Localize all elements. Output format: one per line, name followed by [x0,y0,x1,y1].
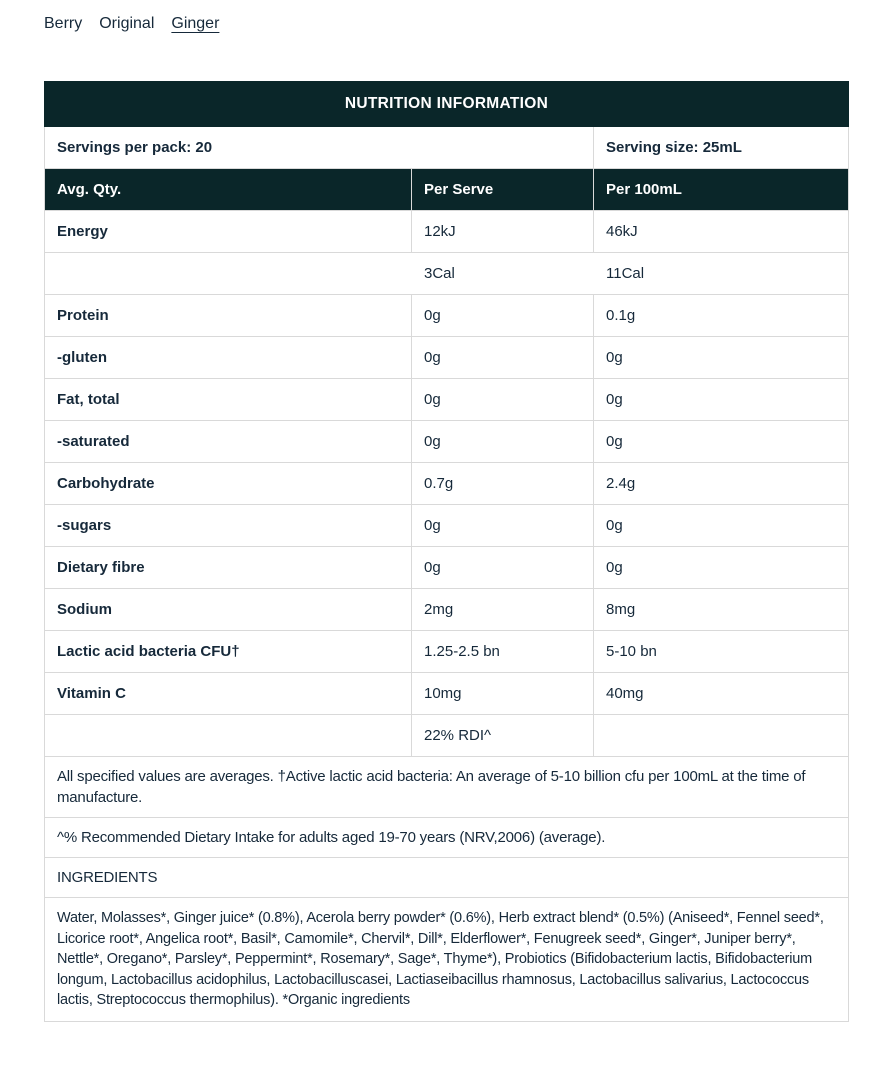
row-per-serve: 0g [411,379,593,420]
row-per-serve: 3Cal [424,265,455,282]
flavor-tabs [44,15,219,33]
row-per-100ml: 0g [593,379,848,420]
row-label: Sodium [57,601,112,618]
row-per-100ml: 0.1g [593,295,848,336]
row-per-serve: 0.7g [411,463,593,504]
row-per-serve: 12kJ [411,211,593,252]
table-row-dietary-fibre [45,547,848,589]
row-per-100ml: 2.4g [593,463,848,504]
row-per-serve: 10mg [411,673,593,714]
table-row-lactic-acid-bacteria [45,631,848,673]
row-label: -saturated [57,433,130,450]
row-per-100ml: 46kJ [593,211,848,252]
ingredients-text: Water, Molasses*, Ginger juice* (0.8%), Acerola berry powder* (0.6%), Herb extract blend* (0.5%) (Aniseed*, Fennel seed*, Licorice root*, Angelica root*, Basil*, Camomile*, Chervil*, Dill*, Elderflower*, Fenugreek seed*, Ginger*, Juniper berry*, Nettle*, Oregano*, Parsley*, Peppermint*, Rosemary*, Sage*, Thyme*), Probiotics (Bifidobacterium lactis, Bifidobacterium longum, Lactobacillus acidophilus, Lactobacilluscasei, Lactiaseibacillus rhamnosus, Lactobacillus salivarius, Lactococcus lactis, Streptococcus thermophilus). *Organic ingredients [57,910,824,1008]
tab-original[interactable]: Original [99,15,155,32]
row-per-100ml: 40mg [593,673,848,714]
serving-size: Serving size: 25mL [593,127,848,168]
row-per-100ml: 0g [593,421,848,462]
col-header-per-serve: Per Serve [411,169,593,210]
table-row-saturated [45,421,848,463]
row-per-serve: 22% RDI^ [411,715,593,756]
table-row-sugars [45,505,848,547]
row-label: Vitamin C [57,685,126,702]
row-label: Protein [57,307,109,324]
row-label: Energy [57,223,108,240]
column-header-row [45,169,848,211]
row-label: Dietary fibre [57,559,145,576]
col-header-avg-qty: Avg. Qty. [57,181,122,198]
row-per-100ml: 5-10 bn [593,631,848,672]
row-per-100ml [593,715,848,756]
servings-per-pack: Servings per pack: 20 [57,139,213,156]
row-label: Carbohydrate [57,475,155,492]
table-row-fat-total [45,379,848,421]
row-per-serve: 0g [411,295,593,336]
row-per-serve: 2mg [411,589,593,630]
table-row-sodium [45,589,848,631]
table-title: NUTRITION INFORMATION [44,81,849,127]
table-row-carbohydrate [45,463,848,505]
note-rdi: ^% Recommended Dietary Intake for adults aged 19-70 years (NRV,2006) (average). [45,818,848,858]
row-per-100ml: 8mg [593,589,848,630]
row-per-100ml: 0g [593,337,848,378]
row-label: -sugars [57,517,112,534]
ingredients-heading: INGREDIENTS [45,858,848,898]
row-per-100ml: 0g [593,547,848,588]
row-per-serve: 0g [411,421,593,462]
row-label: Lactic acid bacteria CFU† [57,643,240,660]
row-per-serve: 1.25-2.5 bn [411,631,593,672]
row-per-serve: 0g [411,547,593,588]
nutrition-table [44,127,849,1022]
tab-ginger[interactable]: Ginger [171,15,220,32]
row-label: Fat, total [57,391,120,408]
row-per-100ml: 11Cal [606,265,645,282]
table-row-vitamin-c [45,673,848,715]
table-row-protein [45,295,848,337]
row-per-serve: 0g [411,337,593,378]
col-header-per-100ml: Per 100mL [593,169,848,210]
table-row-energy [45,211,848,253]
row-label [45,715,411,756]
row-per-serve: 0g [411,505,593,546]
row-per-100ml: 0g [593,505,848,546]
table-row-energy-cal [45,253,848,295]
note-averages: All specified values are averages. †Active lactic acid bacteria: An average of 5-10 billion cfu per 100mL at the time of manufacture. [45,757,848,818]
table-row-rdi [45,715,848,757]
table-row-gluten [45,337,848,379]
servings-row [45,127,848,169]
row-label [45,253,411,294]
nutrition-panel [44,81,849,1022]
row-label: -gluten [57,349,107,366]
tab-berry[interactable]: Berry [44,15,83,32]
